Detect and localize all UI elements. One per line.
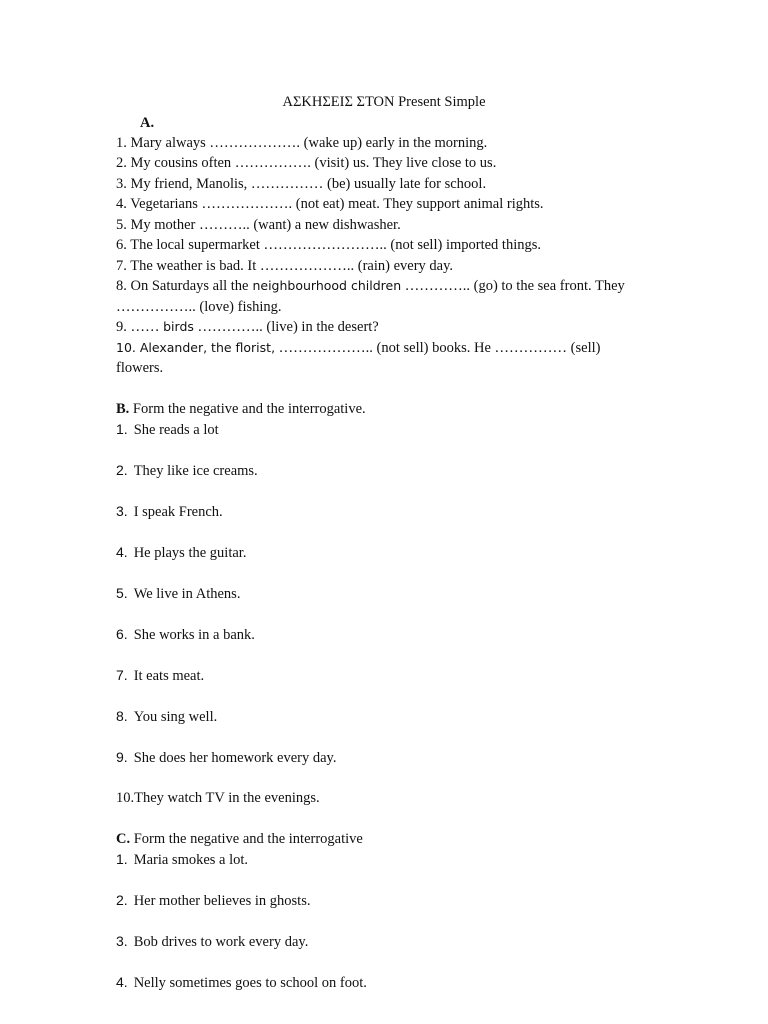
section-a-heading: A. bbox=[140, 115, 155, 131]
item-9-end: ………….. (live) in the desert? bbox=[193, 319, 379, 335]
item-number: 2. bbox=[116, 892, 128, 908]
item-number: 3. bbox=[116, 503, 128, 519]
item-number: 8. bbox=[116, 708, 128, 724]
exercise-a-item-3: 3. My friend, Manolis, …………… (be) usually late for school. bbox=[116, 176, 487, 192]
exercise-c-item-4 bbox=[116, 973, 367, 992]
item-text: Bob drives to work every day. bbox=[133, 934, 309, 950]
item-number: 3. bbox=[116, 933, 128, 949]
item-text: Nelly sometimes goes to school on foot. bbox=[133, 975, 367, 991]
item-8-end: ………….. (go) to the sea front. They bbox=[401, 278, 625, 294]
section-c-label: C. bbox=[116, 831, 131, 847]
exercise-b-item-3 bbox=[116, 502, 223, 521]
exercise-c-item-2 bbox=[116, 891, 310, 910]
section-c-heading bbox=[116, 830, 363, 848]
item-10-end: ……………….. (not sell) books. He …………… (sell) bbox=[275, 340, 601, 356]
item-number: 5. bbox=[116, 585, 128, 601]
exercise-b-item-7 bbox=[116, 666, 204, 685]
exercise-a-item-7: 7. The weather is bad. It ……………….. (rain) every day. bbox=[116, 258, 454, 274]
item-number: 6. bbox=[116, 626, 128, 642]
exercise-a-item-5: 5. My mother ……….. (want) a new dishwasher. bbox=[116, 217, 401, 233]
section-b-instruction: Form the negative and the interrogative. bbox=[129, 401, 366, 417]
exercise-a-item-1: 1. Mary always ………………. (wake up) early in the morning. bbox=[116, 135, 488, 151]
exercise-c-item-1 bbox=[116, 850, 248, 869]
item-text: It eats meat. bbox=[133, 668, 205, 684]
item-text: She reads a lot bbox=[133, 422, 219, 438]
item-text: We live in Athens. bbox=[133, 586, 241, 602]
item-text: She works in a bank. bbox=[133, 627, 255, 643]
item-text: I speak French. bbox=[133, 504, 223, 520]
item-9-start: 9. …… bbox=[116, 319, 164, 335]
section-b-heading bbox=[116, 400, 366, 418]
exercise-a-item-2: 2. My cousins often ……………. (visit) us. They live close to us. bbox=[116, 155, 497, 171]
item-number: 1. bbox=[116, 851, 128, 867]
exercise-a-item-8 bbox=[116, 277, 625, 295]
exercise-b-item-1 bbox=[116, 420, 219, 439]
exercise-b-item-10 bbox=[116, 789, 320, 807]
exercise-a-item-8-cont: …………….. (love) fishing. bbox=[116, 299, 282, 315]
item-8-start: 8. On Saturdays all the bbox=[116, 278, 249, 294]
item-8-sans: neighbourhood children bbox=[248, 278, 402, 293]
exercise-a-item-10 bbox=[116, 339, 600, 357]
exercise-b-item-9 bbox=[116, 748, 337, 767]
section-b-label: B. bbox=[116, 401, 130, 417]
item-text: He plays the guitar. bbox=[133, 545, 247, 561]
exercise-a-item-9 bbox=[116, 318, 379, 336]
item-text: They like ice creams. bbox=[133, 463, 258, 479]
item-text: Maria smokes a lot. bbox=[133, 852, 249, 868]
item-number: 9. bbox=[116, 749, 128, 765]
item-number: 2. bbox=[116, 462, 128, 478]
item-text: She does her homework every day. bbox=[133, 750, 337, 766]
exercise-b-item-2 bbox=[116, 461, 258, 480]
exercise-c-item-3 bbox=[116, 932, 308, 951]
item-number: 1. bbox=[116, 421, 128, 437]
item-text: You sing well. bbox=[133, 709, 218, 725]
item-text: Her mother believes in ghosts. bbox=[133, 893, 311, 909]
section-c-instruction: Form the negative and the interrogative bbox=[130, 831, 363, 847]
exercise-b-item-6 bbox=[116, 625, 255, 644]
exercise-b-item-4 bbox=[116, 543, 246, 562]
item-10-sans: 10. Alexander, the florist, bbox=[116, 340, 276, 355]
exercise-b-item-8 bbox=[116, 707, 217, 726]
exercise-a-item-6: 6. The local supermarket …………………….. (not sell) imported things. bbox=[116, 237, 541, 253]
exercise-a-item-4: 4. Vegetarians ………………. (not eat) meat. They support animal rights. bbox=[116, 196, 544, 212]
exercise-a-item-10-cont: flowers. bbox=[116, 360, 164, 376]
page-title: ΑΣΚΗΣΕΙΣ ΣΤΟΝ Present Simple bbox=[282, 94, 486, 110]
item-number: 4. bbox=[116, 544, 128, 560]
item-text: 10.They watch TV in the evenings. bbox=[116, 790, 320, 806]
item-number: 7. bbox=[116, 667, 128, 683]
exercise-b-item-5 bbox=[116, 584, 240, 603]
item-9-sans: birds bbox=[163, 319, 194, 334]
item-number: 4. bbox=[116, 974, 128, 990]
